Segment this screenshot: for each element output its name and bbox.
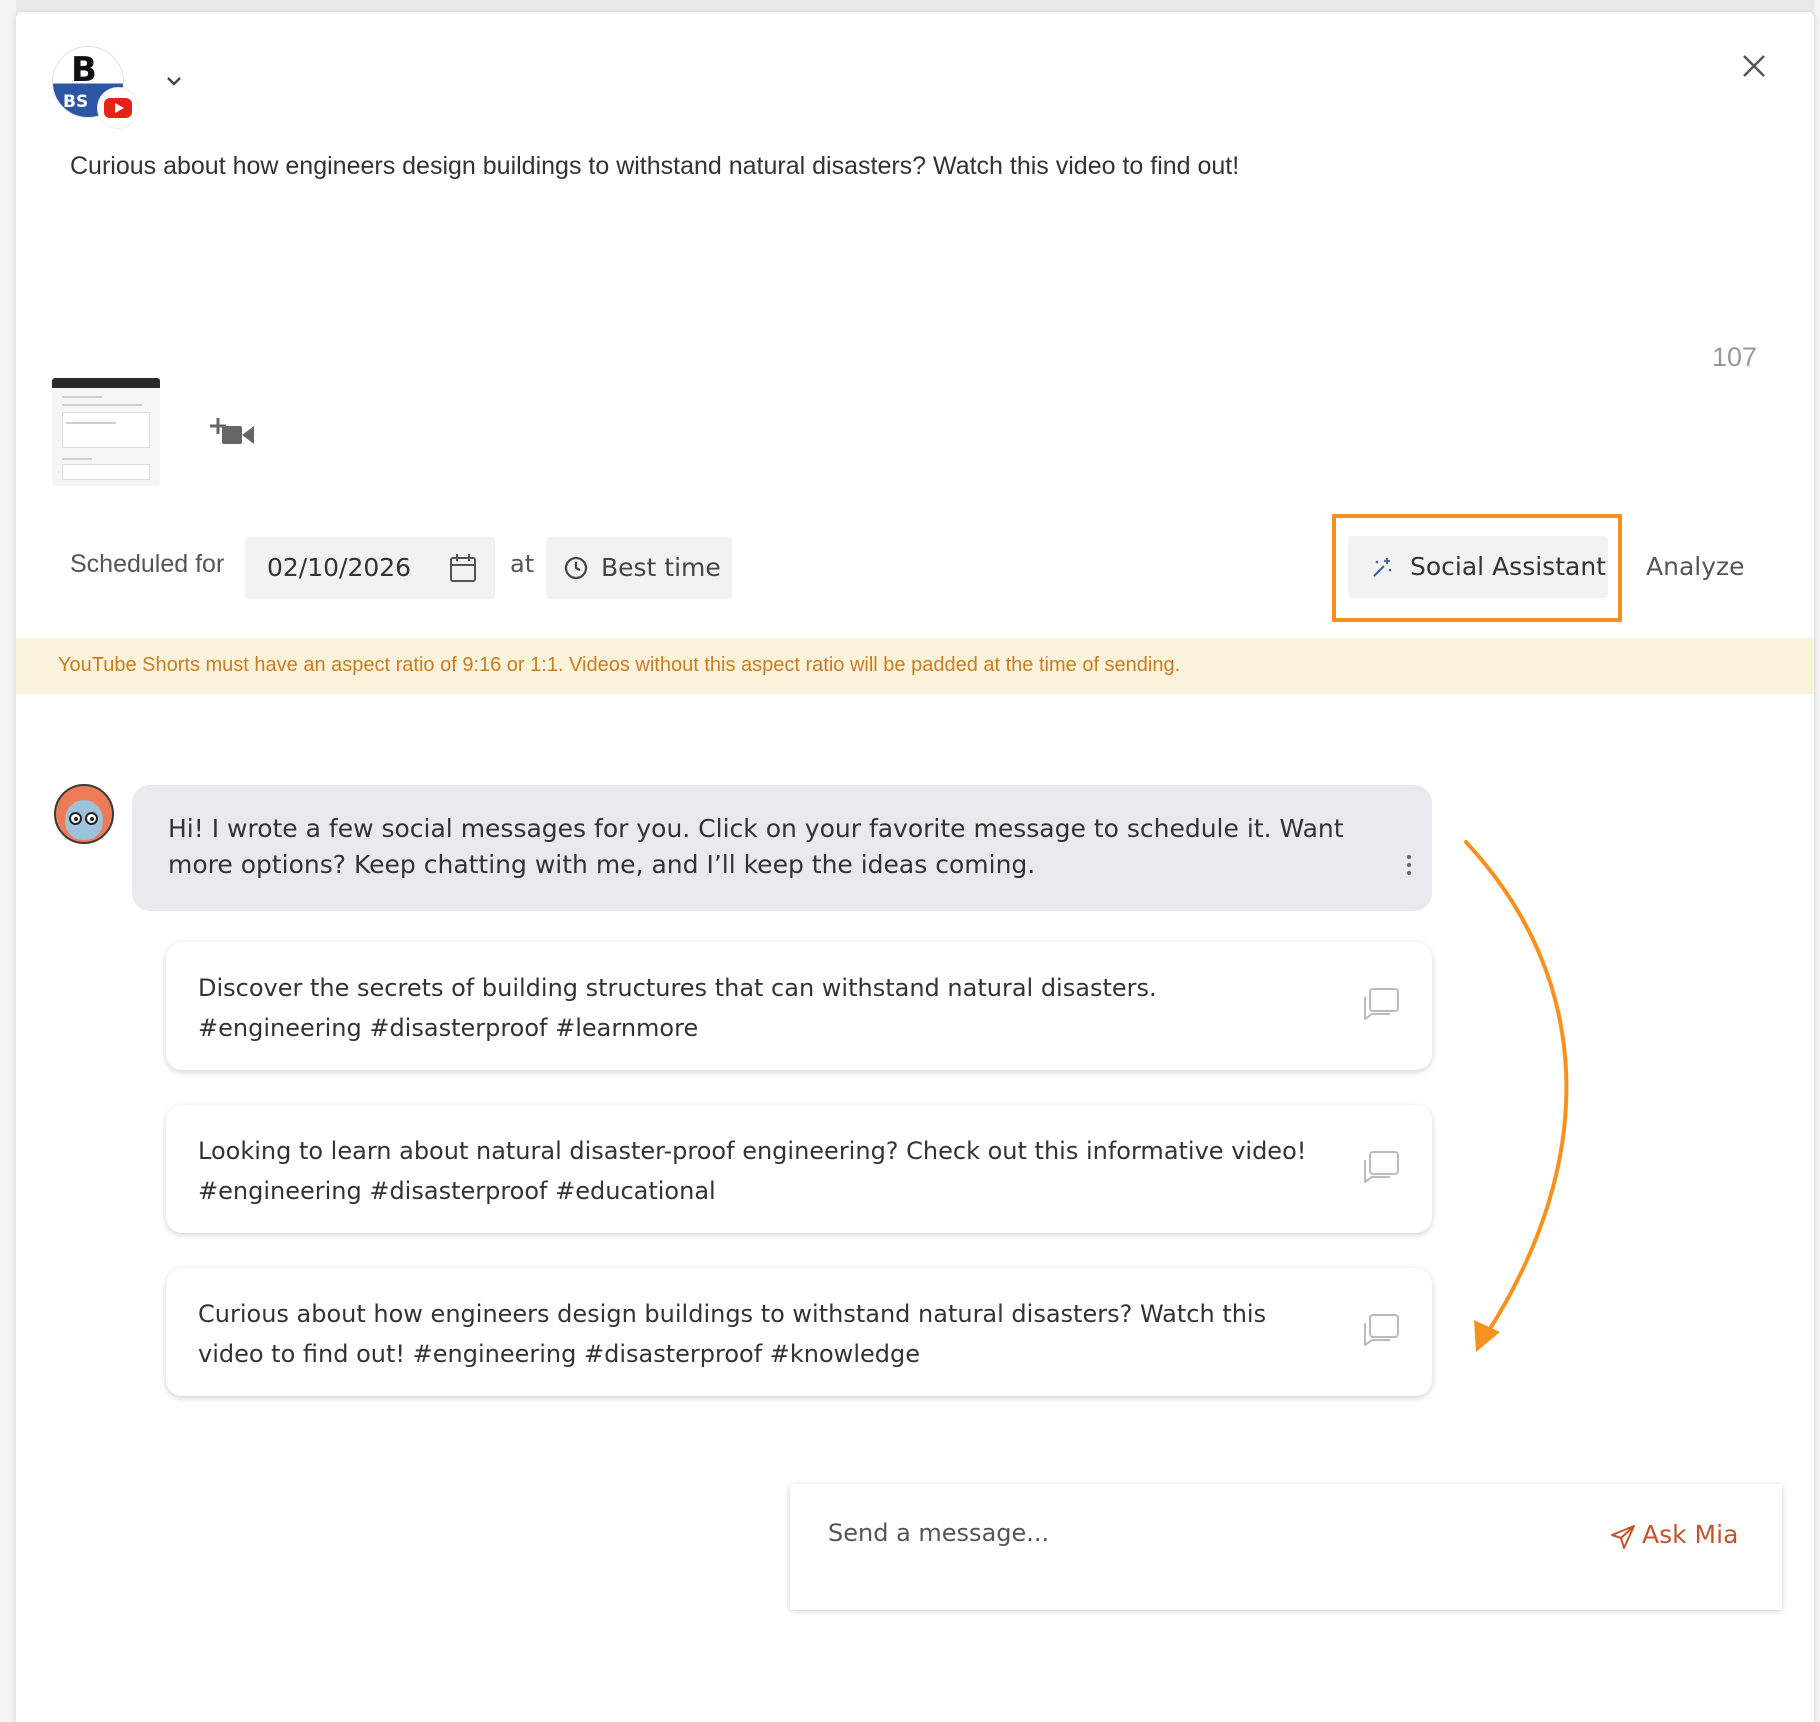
warning-text: YouTube Shorts must have an aspect ratio of 9:16 or 1:1. Videos without this aspect ratio will be padded at the time of sending.: [58, 654, 1181, 676]
suggestion-text: Curious about how engineers design buildings to withstand natural disasters? Watch this video to find out! #engineering #disasterproof #knowledge: [198, 1300, 1267, 1368]
time-value: Best time: [601, 553, 721, 582]
suggestion-card[interactable]: [166, 1268, 1432, 1396]
send-icon: [1610, 1524, 1636, 1550]
more-options-icon[interactable]: [1405, 855, 1413, 881]
character-count: 107: [1712, 342, 1758, 372]
social-assistant-label: Social Assistant: [1410, 552, 1606, 581]
background-page-left: [0, 0, 16, 1722]
video-thumbnail[interactable]: [52, 378, 160, 486]
compose-post-dialog: [16, 12, 1814, 1722]
background-page-right: [1814, 0, 1820, 1722]
suggestion-card[interactable]: [166, 1105, 1432, 1233]
profile-selector[interactable]: [52, 46, 124, 126]
social-assistant-button[interactable]: [1348, 536, 1608, 598]
copy-icon[interactable]: [1362, 1149, 1400, 1187]
post-message-text[interactable]: Curious about how engineers design buildings to withstand natural disasters? Watch this video to find out!: [70, 152, 1240, 180]
suggestion-text: Discover the secrets of building structures that can withstand natural disasters. #engineering #disasterproof #learnmore: [198, 974, 1157, 1042]
close-icon[interactable]: [1736, 48, 1772, 84]
avatar-initial: B: [71, 50, 97, 90]
message-input[interactable]: [826, 1518, 1570, 1548]
copy-icon[interactable]: [1362, 1312, 1400, 1350]
ask-mia-label: Ask Mia: [1642, 1520, 1739, 1549]
suggestion-card[interactable]: [166, 942, 1432, 1070]
copy-icon[interactable]: [1362, 986, 1400, 1024]
suggestion-text: Looking to learn about natural disaster-proof engineering? Check out this informative video! #engineering #disasterproof #educational: [198, 1137, 1307, 1205]
chat-composer: [790, 1484, 1782, 1610]
date-picker[interactable]: [245, 537, 495, 599]
time-picker[interactable]: [546, 537, 732, 599]
calendar-icon: [449, 553, 477, 583]
aspect-ratio-warning-banner: [16, 638, 1814, 694]
chevron-down-icon[interactable]: [164, 74, 184, 88]
at-label: at: [510, 550, 535, 578]
mia-message-text: Hi! I wrote a few social messages for you. Click on your favorite message to schedule it. Want more options? Keep chatting with me, and I’ll keep the ideas coming.: [168, 814, 1344, 879]
annotation-arrow: [1446, 832, 1586, 1362]
scheduled-for-label: Scheduled for: [70, 550, 225, 578]
avatar-monogram: BS: [63, 92, 89, 112]
mia-avatar: [54, 784, 114, 844]
clock-icon: [564, 556, 588, 580]
mia-message-bubble: [132, 785, 1432, 911]
magic-wand-icon: [1370, 556, 1394, 580]
add-video-icon[interactable]: [210, 416, 258, 450]
date-value: 02/10/2026: [267, 553, 412, 582]
youtube-icon: [98, 88, 138, 128]
analyze-button[interactable]: Analyze: [1646, 552, 1745, 581]
